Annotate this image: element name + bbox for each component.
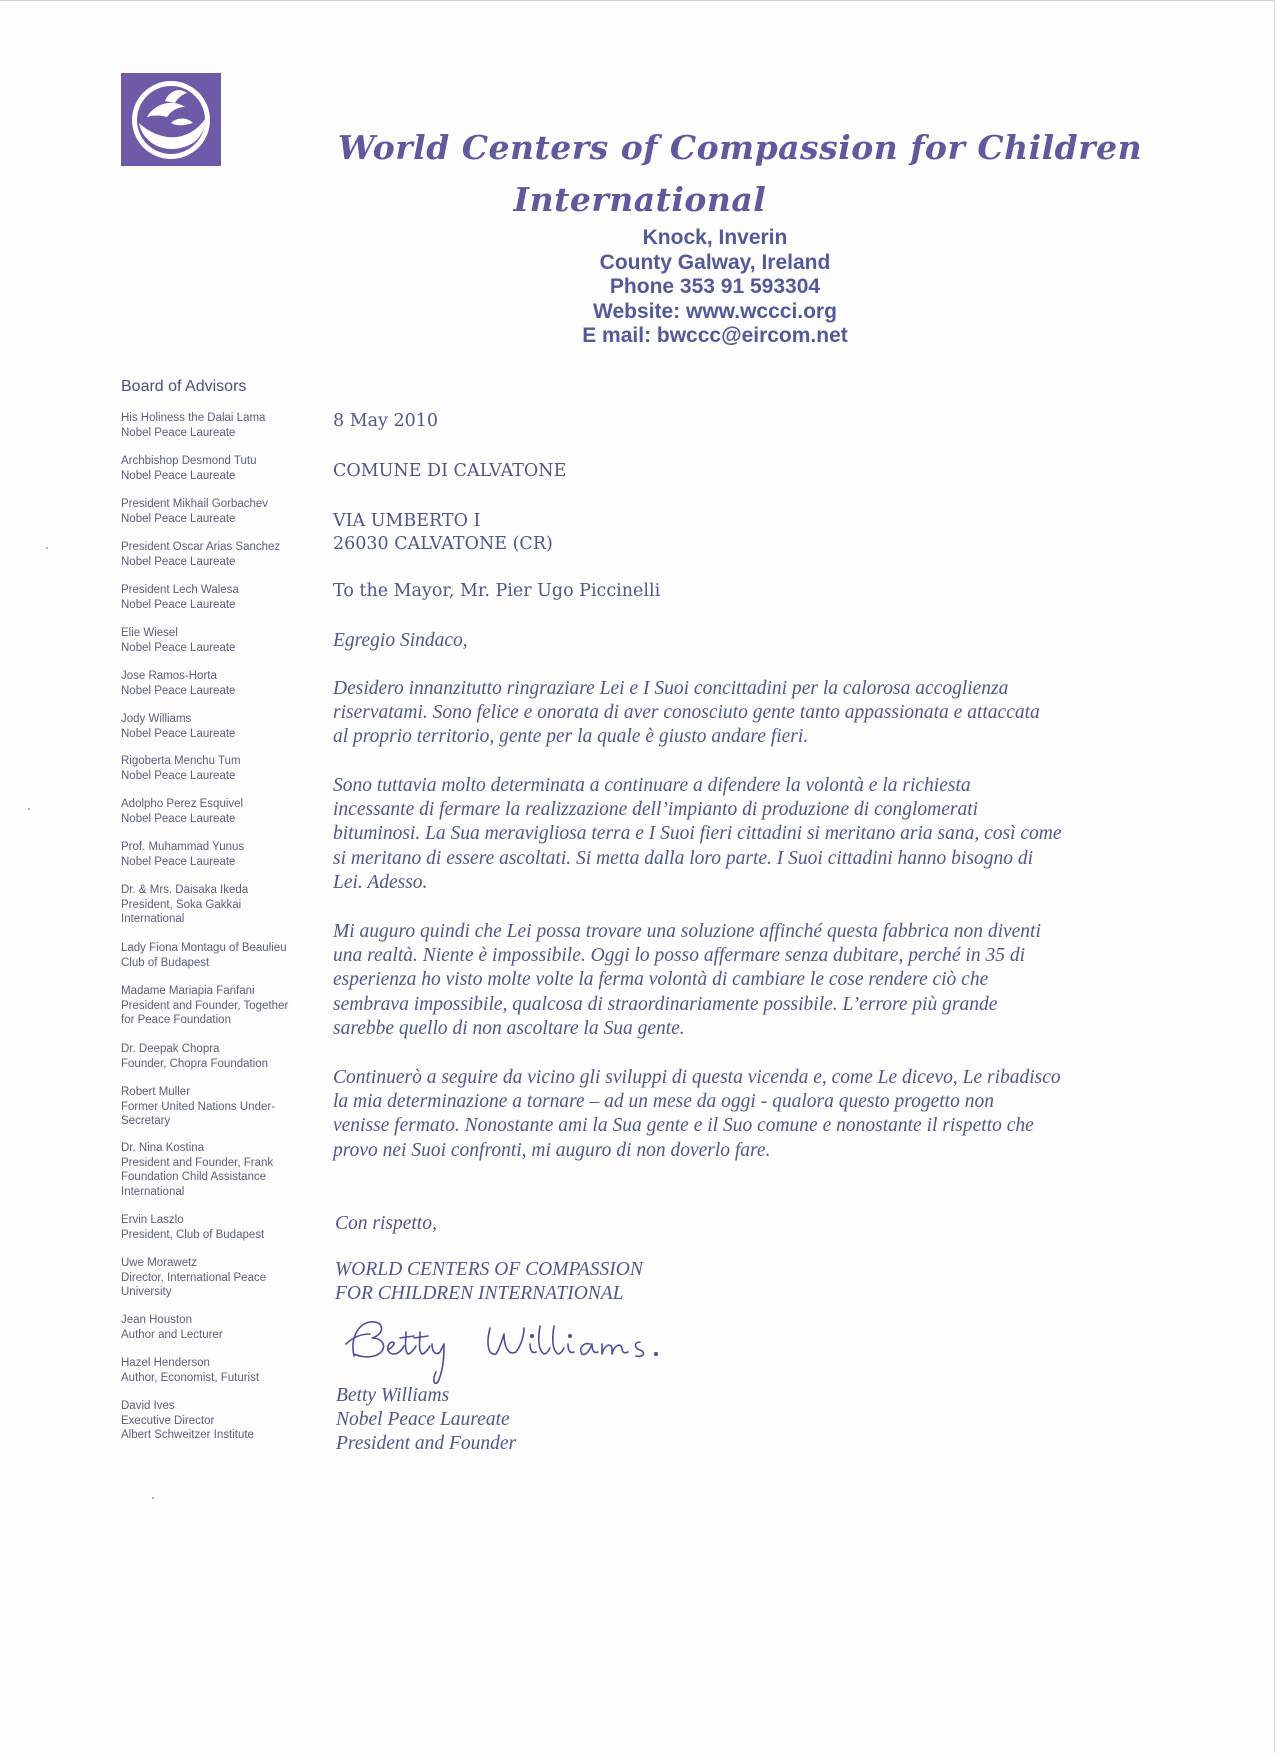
paragraph-line: al proprio territorio, gente per la quale è giusto andare fieri. (333, 726, 809, 748)
advisor-name: Hazel Henderson (121, 1357, 210, 1369)
advisor-entry (121, 883, 321, 927)
paragraph-line: incessante di fermare la realizzazione dell’impianto di produzione di conglomerati (333, 799, 979, 821)
advisor-name: President Oscar Arias Sanchez (121, 541, 281, 553)
advisor-entry (121, 840, 321, 869)
advisor-title: Nobel Peace Laureate (121, 555, 236, 568)
advisor-title: Nobel Peace Laureate (121, 684, 236, 697)
advisor-title: University (121, 1286, 172, 1298)
advisor-name: Jean Houston (121, 1314, 192, 1326)
advisor-entry (121, 797, 321, 826)
closing: Con rispetto, (335, 1213, 437, 1234)
address-line: VIA UMBERTO I (333, 511, 481, 531)
advisor-title: Nobel Peace Laureate (121, 426, 236, 439)
advisor-entry (121, 712, 321, 741)
advisor-title: Nobel Peace Laureate (121, 727, 236, 740)
advisor-title: International (121, 1185, 185, 1198)
advisor-title: Secretary (121, 1115, 171, 1127)
paragraph-line: sembrava impossibile, qualcosa di straordinariamente possibile. L’errore più grande (333, 993, 998, 1015)
advisor-entry (121, 1399, 321, 1443)
advisor-entry (121, 669, 321, 698)
advisor-name: Robert Muller (121, 1086, 191, 1098)
email-line: E mail: bwccc@eircom.net (582, 324, 848, 347)
advisor-entry (121, 411, 321, 440)
recipient-address (333, 510, 1133, 556)
advisor-name: Lady Fiona Montagu of Beaulieu (121, 942, 287, 954)
handwritten-signature (340, 1308, 700, 1393)
advisor-title: Author and Lecturer (121, 1328, 223, 1341)
signer-role: President and Founder (336, 1433, 517, 1455)
body-paragraph-4 (333, 1066, 1133, 1163)
website-line: Website: www.wccci.org (593, 299, 837, 323)
advisor-name: Dr. Nina Kostina (121, 1142, 205, 1154)
address-line: Knock, Inverin (642, 226, 788, 249)
advisor-name: His Holiness the Dalai Lama (121, 412, 266, 424)
org-name-line2: International (513, 180, 767, 219)
org-name-line1: World Centers of Compassion for Children (337, 128, 1143, 167)
advisor-entry (121, 626, 321, 655)
phone-line: Phone 353 91 593304 (609, 275, 821, 298)
advisor-name: Prof. Muhammad Yunus (121, 841, 245, 853)
advisor-title: for Peace Foundation (121, 1014, 231, 1026)
advisor-title: International (121, 913, 185, 925)
paragraph-line: bituminosi. La Sua meravigliosa terra e I Suoi fieri cittadini si meritano aria sana, così come (333, 823, 1062, 845)
advisor-title: Nobel Peace Laureate (121, 469, 236, 482)
advisor-name: Jose Ramos-Horta (121, 670, 217, 682)
advisor-title: Founder, Chopra Foundation (121, 1057, 269, 1070)
paragraph-line: Sono tuttavia molto determinata a continuare a difendere la volontà e la richiesta (333, 775, 971, 796)
scan-edge-top (0, 0, 1275, 1)
advisor-entry (121, 454, 321, 483)
advisor-title: Former United Nations Under- (121, 1100, 276, 1113)
advisor-title: President, Soka Gakkai (121, 898, 242, 911)
advisor-name: Adolpho Perez Esquivel (121, 798, 244, 810)
advisor-name: Madame Mariapia Fanfani (121, 985, 255, 997)
advisor-name: Uwe Morawetz (121, 1257, 198, 1269)
paragraph-line: Continuerò a seguire da vicino gli sviluppi di questa vicenda e, come Le dicevo, Le ribadisco (333, 1067, 1061, 1088)
advisor-name: Elie Wiesel (121, 627, 178, 639)
advisor-title: Nobel Peace Laureate (121, 512, 236, 525)
address-line: County Galway, Ireland (599, 250, 831, 274)
advisor-entry (121, 1356, 321, 1385)
signer-title: Nobel Peace Laureate (336, 1409, 510, 1431)
attention-line: To the Mayor, Mr. Pier Ugo Piccinelli (333, 581, 661, 601)
scan-speck (28, 808, 30, 810)
scan-speck (152, 1497, 154, 1499)
advisor-name: Dr. Deepak Chopra (121, 1043, 220, 1055)
paragraph-line: Mi auguro quindi che Lei possa trovare una soluzione affinché questa fabbrica non diventi (333, 921, 1041, 942)
recipient-org: COMUNE DI CALVATONE (333, 461, 567, 481)
signoff-line: FOR CHILDREN INTERNATIONAL (335, 1283, 624, 1305)
advisor-entry (121, 1042, 321, 1071)
advisor-title: Executive Director (121, 1414, 215, 1427)
advisor-entry (121, 1313, 321, 1342)
advisor-entry (121, 941, 321, 970)
dove-logo-icon (121, 73, 221, 166)
advisor-title: Nobel Peace Laureate (121, 598, 236, 611)
advisor-entry (121, 1256, 321, 1300)
paragraph-line: provo nei Suoi confronti, mi auguro di non doverlo fare. (333, 1139, 771, 1161)
advisor-title: Foundation Child Assistance (121, 1171, 267, 1183)
advisor-entry (121, 497, 321, 526)
advisor-entry (121, 540, 321, 569)
org-address (515, 226, 915, 349)
signer-name: Betty Williams (336, 1385, 450, 1406)
body-paragraph-1 (333, 677, 1133, 750)
advisor-title: President and Founder, Together (121, 999, 289, 1012)
advisor-title: Director, International Peace (121, 1271, 267, 1284)
advisor-title: President and Founder, Frank (121, 1156, 274, 1169)
advisor-entry (121, 1141, 321, 1199)
advisor-name: Ervin Laszlo (121, 1214, 184, 1226)
paragraph-line: venisse fermato. Nonostante ami la Sua gente e il Suo comune e nonostante il rispetto che (333, 1115, 1034, 1137)
letter-date: 8 May 2010 (333, 411, 439, 431)
paragraph-line: esperienza ho visto molte volte la ferma volontà di cambiare le cose rendere ciò che (333, 969, 989, 991)
advisor-title: Author, Economist, Futurist (121, 1371, 260, 1384)
scan-speck (46, 547, 48, 549)
advisor-title: Nobel Peace Laureate (121, 855, 236, 868)
paragraph-line: la mia determinazione a tornare – ad un mese da oggi - qualora questo progetto non (333, 1091, 994, 1113)
advisor-title: Club of Budapest (121, 956, 210, 969)
advisor-entry (121, 1085, 321, 1129)
advisor-title: Albert Schweitzer Institute (121, 1429, 254, 1441)
body-paragraph-3 (333, 920, 1133, 1041)
advisor-entry (121, 583, 321, 612)
signoff-line: WORLD CENTERS OF COMPASSION (335, 1259, 643, 1280)
paragraph-line: sarebbe quello di non ascoltare la Sua gente. (333, 1017, 685, 1039)
advisor-name: President Lech Walesa (121, 584, 239, 596)
paragraph-line: si meritano di essere ascoltati. Si metta dalla loro parte. I Suoi cittadini hanno bisogno di (333, 847, 1033, 869)
advisor-title: Nobel Peace Laureate (121, 641, 236, 654)
address-line: 26030 CALVATONE (CR) (333, 534, 553, 554)
advisor-name: David Ives (121, 1400, 175, 1412)
signer-block (336, 1384, 1136, 1457)
salutation: Egregio Sindaco, (333, 630, 468, 651)
advisor-entry (121, 984, 321, 1028)
advisor-entry (121, 1213, 321, 1242)
advisor-title: Nobel Peace Laureate (121, 769, 236, 782)
advisor-name: Jody Williams (121, 713, 192, 725)
advisor-name: Archbishop Desmond Tutu (121, 455, 257, 467)
advisor-name: President Mikhail Gorbachev (121, 498, 269, 510)
paragraph-line: Desidero innanzitutto ringraziare Lei e I Suoi concittadini per la calorosa accoglienza (333, 678, 1009, 699)
paragraph-line: riservatami. Sono felice e onorata di aver conosciuto gente tanto appassionata e attaccata (333, 702, 1040, 724)
body-paragraph-2 (333, 774, 1133, 895)
org-signoff (335, 1258, 1135, 1306)
paragraph-line: Lei. Adesso. (333, 871, 428, 893)
advisor-entry (121, 754, 321, 783)
advisor-title: President, Club of Budapest (121, 1228, 265, 1241)
advisors-heading: Board of Advisors (121, 378, 247, 395)
paragraph-line: una realtà. Niente è impossibile. Oggi lo posso affermare senza dubitare, perché in 35 di (333, 945, 1026, 967)
advisor-name: Dr. & Mrs. Daisaka Ikeda (121, 884, 249, 896)
advisor-name: Rigoberta Menchu Tum (121, 755, 241, 767)
advisor-title: Nobel Peace Laureate (121, 812, 236, 825)
